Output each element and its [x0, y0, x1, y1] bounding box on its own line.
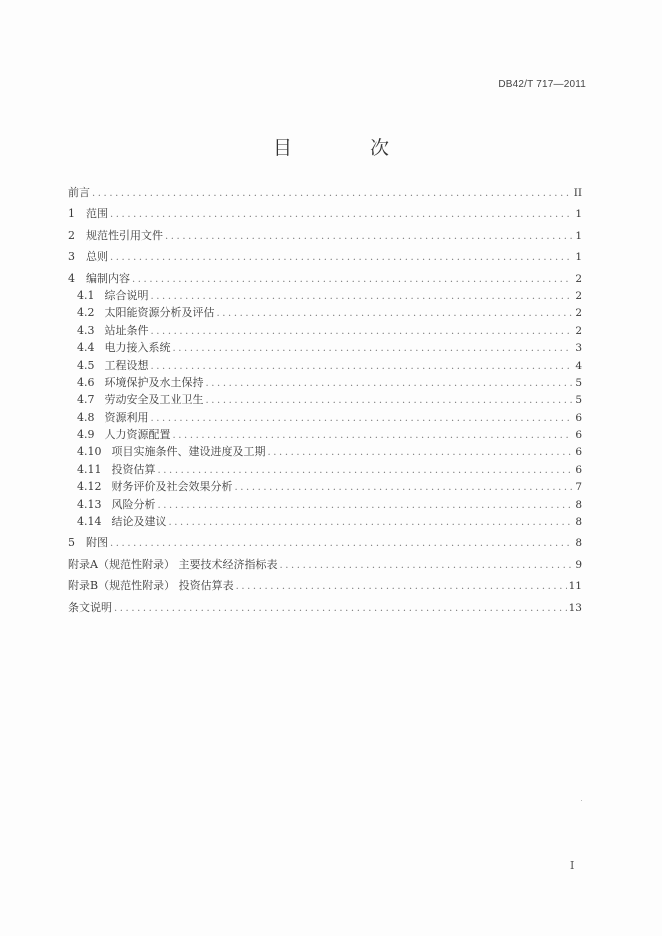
dot-leader	[173, 427, 573, 444]
toc-entry-label: 站址条件	[104, 323, 149, 337]
toc-entry-number: 4.13	[77, 497, 102, 511]
toc-entry-number: 4.7	[77, 393, 95, 407]
toc-entry-number: 4.5	[77, 358, 95, 372]
toc-entry[interactable]	[68, 556, 582, 573]
dot-leader	[206, 375, 573, 392]
toc-entry-label: 结论及建议	[111, 515, 167, 529]
toc-entry-page: 2	[575, 289, 582, 302]
toc-entry-number: 4.3	[77, 323, 95, 337]
dot-leader	[206, 392, 573, 409]
toc-entry[interactable]	[68, 270, 582, 287]
toc-entry-number: 4.10	[77, 445, 102, 459]
toc-entry-label: 编制内容	[86, 271, 130, 285]
dot-leader	[165, 228, 572, 245]
toc-entry-number: 3	[68, 250, 75, 264]
scan-speck	[581, 800, 582, 801]
dot-leader	[158, 462, 573, 479]
toc-entry[interactable]	[68, 248, 582, 265]
toc-entry-page: 1	[575, 251, 582, 264]
toc-entry-number: 4.14	[77, 515, 102, 529]
toc-entry[interactable]	[68, 496, 582, 513]
toc-entry[interactable]	[68, 227, 582, 244]
dot-leader	[279, 557, 572, 574]
toc-entry-page: 11	[568, 580, 582, 593]
toc-entry-page: II	[573, 187, 582, 199]
toc-entry-label: 总则	[86, 250, 108, 264]
toc-entry-label: 条文说明	[68, 600, 112, 614]
toc-entry-number: 4.8	[77, 410, 95, 424]
toc-entry[interactable]	[68, 391, 582, 408]
toc-entry-number: 4.12	[77, 480, 102, 494]
toc-entry-page: 2	[575, 272, 582, 285]
toc-entry-label: 附录A（规范性附录） 主要技术经济指标表	[68, 557, 278, 571]
toc-entry-page: 7	[575, 481, 582, 494]
toc-entry-number: 4.2	[77, 306, 95, 320]
dot-leader	[110, 535, 572, 552]
toc-entry[interactable]	[68, 461, 582, 478]
toc-entry-label: 规范性引用文件	[86, 228, 163, 242]
toc-entry[interactable]	[68, 287, 582, 304]
dot-leader	[169, 514, 573, 531]
dot-leader	[151, 323, 573, 340]
dot-leader	[110, 249, 572, 266]
dot-leader	[173, 340, 573, 357]
toc-entry-page: 2	[575, 324, 582, 337]
toc-entry[interactable]	[68, 443, 582, 460]
dot-leader	[110, 206, 572, 223]
toc-entry-number: 4.11	[77, 462, 102, 476]
toc-entry-label: 前言	[68, 186, 90, 199]
footer-page-number: I	[570, 859, 575, 872]
toc-entry-page: 4	[575, 359, 582, 372]
dot-leader	[114, 600, 567, 617]
toc-entry-page: 6	[575, 429, 582, 442]
toc-entry[interactable]	[68, 205, 582, 222]
toc-entry-label: 人力资源配置	[104, 428, 171, 442]
toc-entry[interactable]	[68, 409, 582, 426]
toc-entry[interactable]	[68, 339, 582, 356]
dot-leader	[236, 578, 567, 595]
toc-entry[interactable]	[68, 513, 582, 530]
document-code: DB42/T 717—2011	[498, 79, 586, 90]
toc-entry-page: 6	[575, 446, 582, 459]
dot-leader	[151, 358, 573, 375]
toc-entry-number: 2	[68, 228, 75, 242]
toc-entry-label: 附图	[86, 536, 108, 550]
toc-entry[interactable]	[68, 534, 582, 551]
toc-entry-label: 电力接入系统	[104, 341, 171, 355]
toc-entry-page: 5	[575, 376, 582, 389]
toc-entry-number: 4.4	[77, 341, 95, 355]
toc-entry-page: 13	[568, 601, 582, 614]
dot-leader	[158, 497, 573, 514]
toc-entry-page: 5	[575, 394, 582, 407]
toc-entry-number: 4.1	[77, 288, 95, 302]
toc-entry-number: 5	[68, 536, 75, 550]
toc-entry-label: 劳动安全及工业卫生	[104, 393, 204, 407]
toc-entry[interactable]	[68, 426, 582, 443]
toc-entry-label: 资源利用	[104, 410, 149, 424]
toc-entry-page: 9	[575, 558, 582, 571]
toc-entry[interactable]	[68, 599, 582, 616]
toc-entry-label: 太阳能资源分析及评估	[104, 306, 215, 320]
toc-entry-number: 4.9	[77, 428, 95, 442]
toc-entry-page: 8	[575, 498, 582, 511]
toc-entry-label: 环境保护及水土保持	[104, 375, 204, 389]
toc-entry-label: 附录B（规范性附录） 投资估算表	[68, 579, 234, 593]
toc-entry-number: 4	[68, 271, 75, 285]
toc-entry-page: 1	[575, 208, 582, 221]
toc-entry-label: 风险分析	[111, 497, 156, 511]
toc-entry-page: 8	[575, 537, 582, 550]
toc-entry[interactable]	[68, 357, 582, 374]
toc-entry-page: 3	[575, 342, 582, 355]
toc-entry[interactable]	[68, 304, 582, 321]
toc-entry-label: 投资估算	[111, 462, 156, 476]
dot-leader	[132, 271, 572, 288]
toc-entry-number: 1	[68, 207, 75, 221]
toc-entry[interactable]	[68, 184, 582, 201]
table-of-contents	[68, 184, 582, 616]
toc-entry-number: 4.6	[77, 375, 95, 389]
toc-entry[interactable]	[68, 577, 582, 594]
toc-entry-page: 6	[575, 463, 582, 476]
toc-entry-page: 2	[575, 307, 582, 320]
dot-leader	[151, 288, 573, 305]
toc-entry-label: 项目实施条件、建设进度及工期	[111, 445, 266, 459]
toc-entry[interactable]	[68, 374, 582, 391]
toc-entry[interactable]	[68, 322, 582, 339]
dot-leader	[151, 410, 573, 427]
toc-entry-label: 财务评价及社会效果分析	[111, 480, 233, 494]
toc-entry[interactable]	[68, 478, 582, 495]
dot-leader	[217, 305, 573, 322]
toc-entry-label: 工程设想	[104, 358, 149, 372]
toc-entry-label: 综合说明	[104, 288, 149, 302]
dot-leader	[268, 444, 573, 461]
toc-entry-page: 8	[575, 516, 582, 529]
toc-entry-page: 1	[575, 229, 582, 242]
dot-leader	[92, 185, 572, 202]
toc-entry-label: 范围	[86, 207, 108, 221]
dot-leader	[235, 479, 573, 496]
toc-title: 目 次	[272, 137, 426, 159]
toc-entry-page: 6	[575, 411, 582, 424]
